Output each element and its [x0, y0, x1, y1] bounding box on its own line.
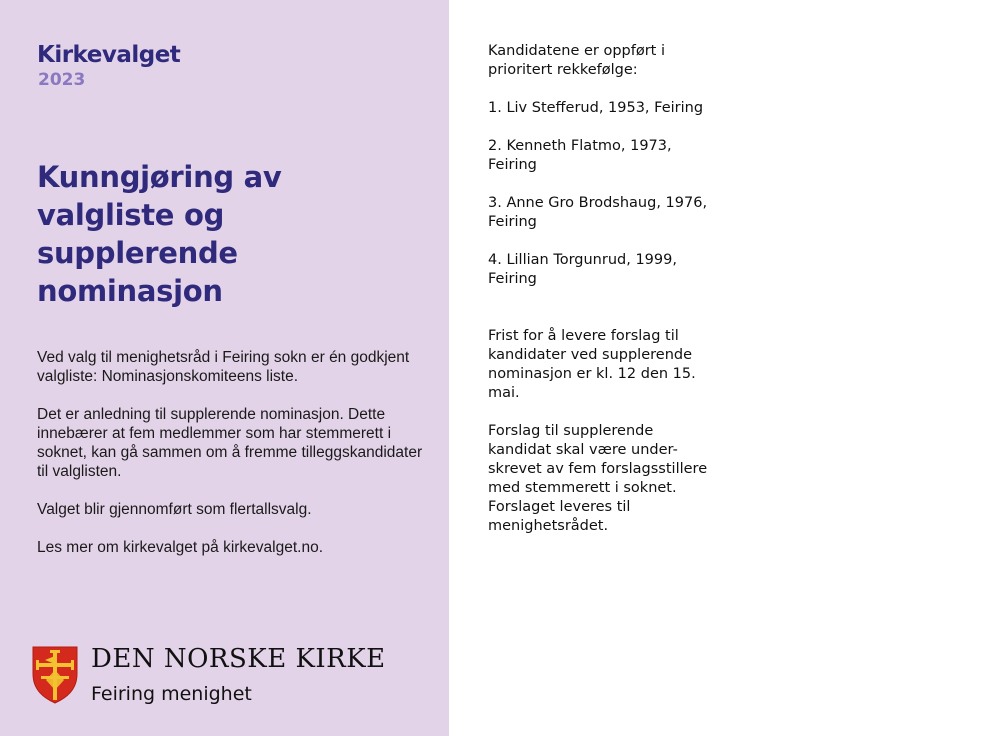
- page-title: Kunngjøring av valgliste og supplerende nominasjon: [37, 160, 282, 308]
- body-paragraph-1: Ved valg til menighetsråd i Feiring sokn er én godkjent valgliste: Nominasjonskomiteens liste.: [37, 349, 410, 385]
- body-paragraph-2: Det er anledning til supplerende nominasjon. Dette innebærer at fem medlemmer som har stemmerett i soknet, kan gå sammen om å fremme tilleggskandidater til valglisten.: [37, 406, 423, 480]
- church-logo: [32, 644, 392, 708]
- instructions-text: Forslag til supplerende kandidat skal være under-skrevet av fem forslagsstillere med stemmerett i soknet. Forslaget leveres til menighetsrådet.: [488, 423, 708, 534]
- candidate-3: 3. Anne Gro Brodshaug, 1976, Feiring: [488, 195, 708, 230]
- org-name: DEN NORSKE KIRKE: [91, 644, 386, 674]
- church-shield-icon: [32, 646, 78, 704]
- candidate-2: 2. Kenneth Flatmo, 1973, Feiring: [488, 138, 672, 173]
- deadline-text: Frist for å levere forslag til kandidater ved supplerende nominasjon er kl. 12 den 15. mai.: [488, 328, 696, 401]
- brand-name: Kirkevalget: [37, 42, 181, 68]
- body-paragraph-3: Valget blir gjennomført som flertallsvalg.: [37, 501, 312, 518]
- candidate-4: 4. Lillian Torgunrud, 1999, Feiring: [488, 252, 677, 287]
- left-panel: [0, 0, 449, 736]
- candidate-1: 1. Liv Stefferud, 1953, Feiring: [488, 100, 704, 116]
- left-body: [37, 348, 432, 576]
- brand-year: 2023: [38, 70, 86, 90]
- body-paragraph-4: Les mer om kirkevalget på kirkevalget.no.: [37, 539, 324, 556]
- candidates-intro: Kandidatene er oppført i prioritert rekkefølge:: [488, 43, 666, 78]
- right-column: [488, 42, 718, 555]
- parish-name: Feiring menighet: [91, 683, 252, 705]
